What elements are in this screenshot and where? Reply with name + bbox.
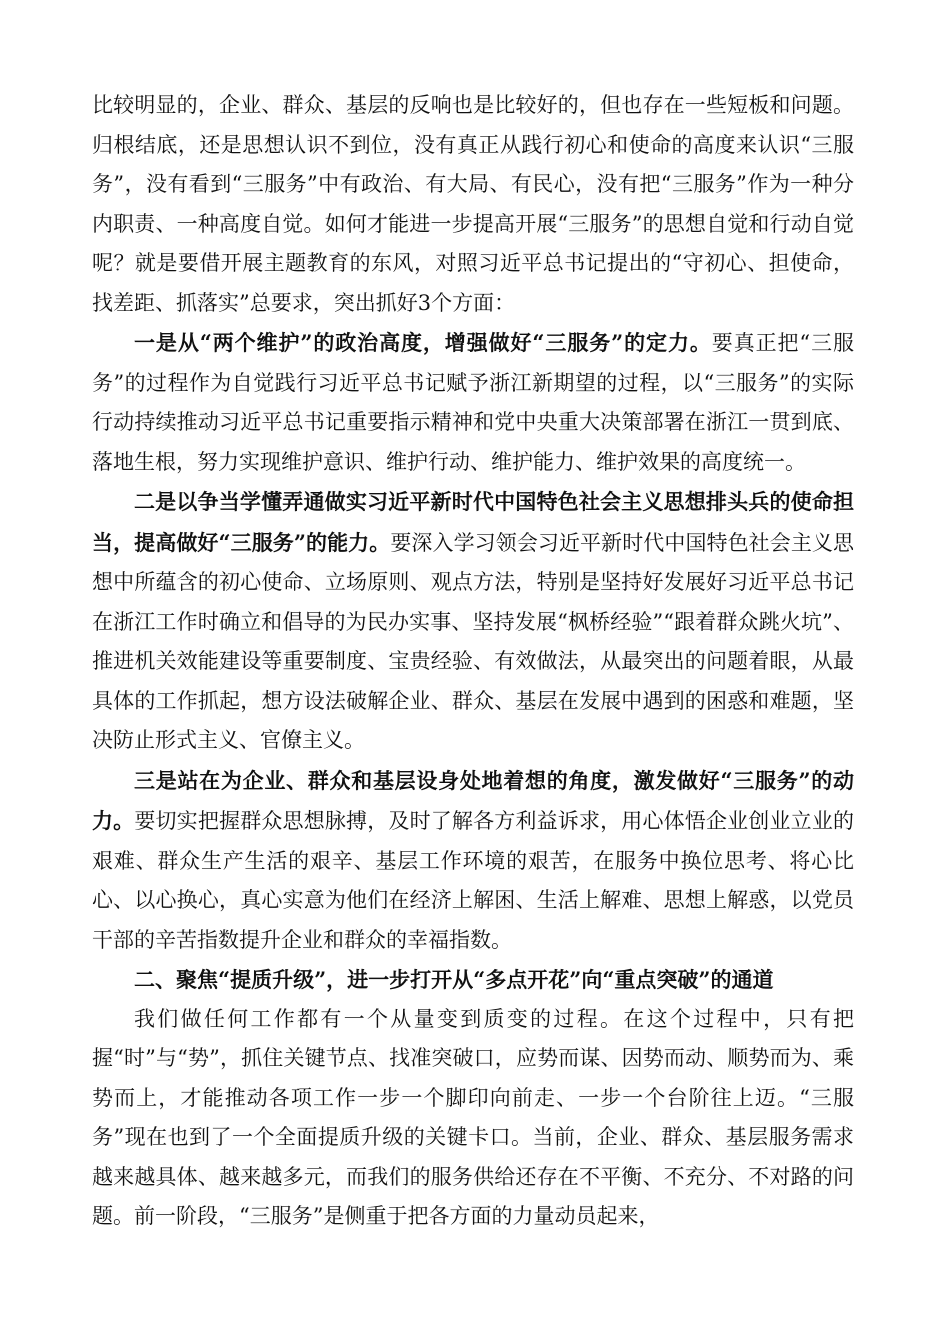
paragraph-section-body bbox=[92, 1000, 854, 1237]
point-one-heading: 一是从“两个维护”的政治高度，增强做好“三服务”的定力。 bbox=[134, 330, 712, 355]
point-three-text: 要切实把握群众思想脉搏，及时了解各方利益诉求，用心体悟企业创业立业的艰难、群众生产生活的艰辛、基层工作环境的艰苦，在服务中换位思考、将心比心、以心换心，真心实意为他们在经济上解困、生活上解难、思想上解惑，以党员干部的辛苦指数提升企业和群众的幸福指数。 bbox=[92, 809, 854, 952]
point-three-heading: 三是站在为企业、群众和基层设身处地着想的角度，激发做好“三服务”的动力。 bbox=[92, 767, 854, 833]
point-two-heading: 二是以争当学懂弄通做实习近平新时代中国特色社会主义思想排头兵的使命担当，提高做好“三服务”的能力。 bbox=[92, 489, 854, 555]
section-heading-text: 二、聚焦“提质升级”，进一步打开从“多点开花”向“重点突破”的通道 bbox=[134, 967, 774, 992]
paragraph-point-three bbox=[92, 761, 854, 961]
point-one-text: 要真正把“三服务”的过程作为自觉践行习近平总书记赋予浙江新期望的过程，以“三服务”的实际行动持续推动习近平总书记重要指示精神和党中央重大决策部署在浙江一贯到底、落地生根，努力实现维护意识、维护行动、维护能力、维护效果的高度统一。 bbox=[92, 331, 854, 474]
section-heading bbox=[92, 960, 854, 1000]
paragraph-point-one bbox=[92, 323, 854, 482]
paragraph-intro bbox=[92, 86, 854, 323]
document-page bbox=[92, 86, 854, 1237]
paragraph-point-two bbox=[92, 482, 854, 761]
section-body-text: 我们做任何工作都有一个从量变到质变的过程。在这个过程中，只有把握“时”与“势”，抓住关键节点、找准突破口，应势而谋、因势而动、顺势而为、乘势而上，才能推动各项工作一步一个脚印向前走、一步一个台阶往上迈。“三服务”现在也到了一个全面提质升级的关键卡口。当前，企业、群众、基层服务需求越来越具体、越来越多元，而我们的服务供给还存在不平衡、不充分、不对路的问题。前一阶段，“三服务”是侧重于把各方面的力量动员起来， bbox=[92, 1006, 854, 1228]
paragraph-intro-text: 比较明显的，企业、群众、基层的反响也是比较好的，但也存在一些短板和问题。归根结底，还是思想认识不到位，没有真正从践行初心和使命的高度来认识“三服务”，没有看到“三服务”中有政治、有大局、有民心，没有把“三服务”作为一种分内职责、一种高度自觉。如何才能进一步提高开展“三服务”的思想自觉和行动自觉呢？就是要借开展主题教育的东风，对照习近平总书记提出的“守初心、担使命，找差距、抓落实”总要求，突出抓好3个方面： bbox=[92, 93, 854, 315]
point-two-text: 要深入学习领会习近平新时代中国特色社会主义思想中所蕴含的初心使命、立场原则、观点方法，特别是坚持好发展好习近平总书记在浙江工作时确立和倡导的为民办实事、坚持发展“枫桥经验”“跟着群众跳火坑”、推进机关效能建设等重要制度、宝贵经验、有效做法，从最突出的问题着眼，从最具体的工作抓起，想方设法破解企业、群众、基层在发展中遇到的困惑和难题，坚决防止形式主义、官僚主义。 bbox=[92, 530, 854, 752]
